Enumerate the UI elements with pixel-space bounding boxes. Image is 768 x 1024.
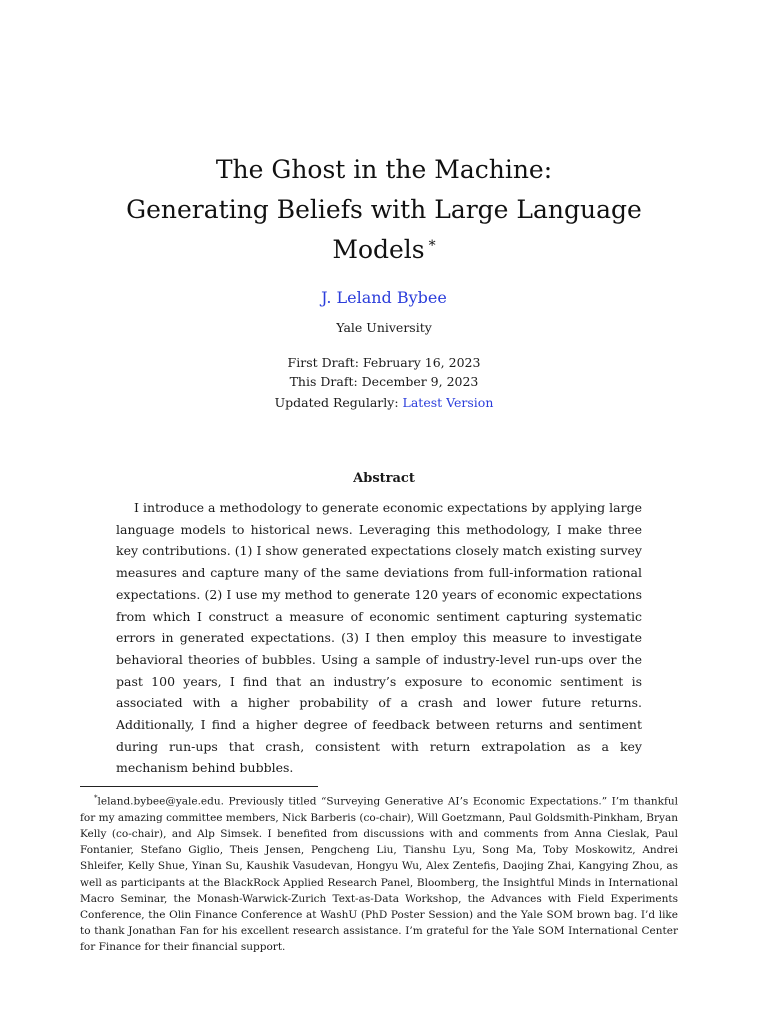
updated-regularly: [0, 395, 768, 410]
title-line-2: Generating Beliefs with Large Language: [126, 195, 642, 224]
author-link[interactable]: J. Leland Bybee: [321, 288, 447, 307]
footnote-rule: [80, 786, 318, 787]
this-draft-date: This Draft: December 9, 2023: [289, 374, 479, 389]
footnote-text: leland.bybee@yale.edu. Previously titled “Surveying Generative AI’s Economic Expectations.” I’m thankful for my amazing committee members, Nick Barberis (co-chair), Will Goetzmann, Paul Goldsmith-Pinkham, Bryan Kelly (co-chair), and Alp Simsek. I benefited from discussions with and comments from Anna Cieslak, Paul Fontanier, Stefano Giglio, Theis Jensen, Pengcheng Liu, Tianshu Lyu, Song Ma, Toby Moskowitz, Andrei Shleifer, Kelly Shue, Yinan Su, Kaushik Vasudevan, Hongyu Wu, Alex Zentefis, Daojing Zhai, Kangying Zhou, as well as participants at the BlackRock Applied Research Panel, Bloomberg, the Insightful Minds in International Macro Seminar, the Monash-Warwick-Zurich Text-as-Data Workshop, the Advances with Field Experiments Conference, the Olin Finance Conference at WashU (PhD Poster Session) and the Yale SOM brown bag. I’d like to thank Jonathan Fan for his excellent research assistance. I’m grateful for the Yale SOM International Center for Finance for their financial support.: [80, 795, 678, 954]
updated-label: Updated Regularly:: [274, 395, 399, 410]
affiliation: Yale University: [336, 320, 432, 335]
author-name[interactable]: [0, 288, 768, 307]
paper-title: [0, 150, 768, 270]
title-line-3-text: Models: [332, 235, 425, 264]
title-line-3: [0, 230, 768, 270]
first-draft-date: First Draft: February 16, 2023: [287, 355, 481, 370]
latest-version-link[interactable]: Latest Version: [402, 395, 494, 410]
title-footnote-mark: *: [428, 238, 436, 254]
abstract-heading: Abstract: [353, 471, 415, 486]
footnote: [80, 790, 678, 956]
footnote-mark: *: [94, 794, 98, 802]
draft-dates: [0, 353, 768, 391]
title-line-1: The Ghost in the Machine:: [215, 155, 553, 184]
abstract-body: I introduce a methodology to generate economic expectations by applying large language models to historical news. Leveraging this methodology, I make three key contributions. (1) I show generated expectations closely match existing survey measures and capture many of the same deviations from full-information rational expectations. (2) I use my method to generate 120 years of economic expectations from which I construct a measure of economic sentiment capturing systematic errors in generated expectations. (3) I then employ this measure to investigate behavioral theories of bubbles. Using a sample of industry-level run-ups over the past 100 years, I find that an industry’s exposure to economic sentiment is associated with a higher probability of a crash and lower future returns. Additionally, I find a higher degree of feedback between returns and sentiment during run-ups that crash, consistent with return extrapolation as a key mechanism behind bubbles.: [116, 500, 642, 776]
